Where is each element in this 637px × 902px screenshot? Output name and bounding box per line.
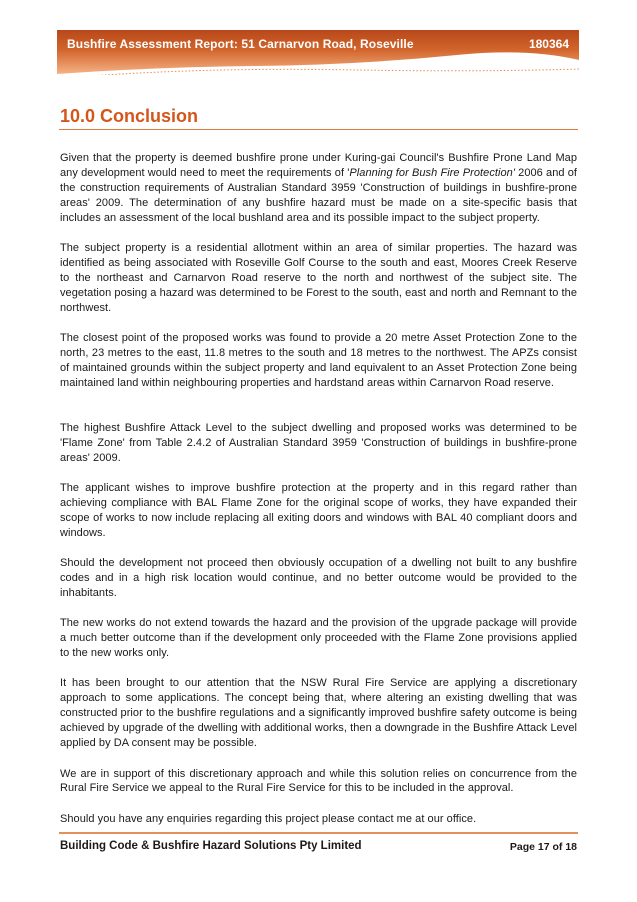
- publication-title: Planning for Bush Fire Protection': [349, 166, 515, 179]
- footer-rule: [59, 832, 578, 834]
- footer-company-name: Building Code & Bushfire Hazard Solutions Pty Limited: [60, 840, 362, 852]
- heading-underline: [59, 129, 578, 130]
- page-number: Page 17 of 18: [509, 841, 577, 853]
- report-number: 180364: [528, 37, 569, 51]
- paragraph-apz: The closest point of the proposed works was found to provide a 20 metre Asset Protection Zone to the north, 23 metres to the east, 11.8 metres to the south and 18 metres to the northwest. The APZs consist of maintained grounds within the subject property and land equivalent to an Asset Protection Zone being maintained land within neighbouring properties and hardstand areas within Carnarvon Road reserve.: [60, 332, 577, 389]
- conclusion-body: [60, 151, 577, 827]
- paragraph-not-proceed: Should the development not proceed then obviously occupation of a dwelling not built to any bushfire codes and in a high risk location would continue, and no better outcome would be provided to the inhabitants.: [60, 557, 577, 599]
- paragraph-applicant: The applicant wishes to improve bushfire protection at the property and in this regard rather than achieving compliance with BAL Flame Zone for the original scope of works, they have expanded their scope of works to now include replacing all exiting doors and windows with BAL 40 compliant doors and windows.: [60, 481, 577, 539]
- paragraph-bal: The highest Bushfire Attack Level to the subject dwelling and proposed works was determined to be 'Flame Zone' from Table 2.4.2 of Australian Standard 3959 'Construction of buildings in bushfire-prone areas' 2009.: [60, 421, 577, 464]
- report-title: Bushfire Assessment Report: 51 Carnarvon Road, Roseville: [67, 37, 414, 51]
- paragraph-support: We are in support of this discretionary approach and while this solution relies on concurrence from the Rural Fire Service we appeal to the Rural Fire Service for this to be included in the approval.: [60, 767, 577, 795]
- paragraph-bushfire-prone: Given that the property is deemed bushfire prone under Kuring-gai Council's Bushfire Prone Land Map any development would need to meet the requirements of 'Planning for Bush Fire Protection' 2006 and of the construction requirements of Australian Standard 3959 'Construction of buildings in bushfire-prone areas' 2009. The determination of any bushfire hazard must be made on a site-specific basis that includes an assessment of the local bushland area and its possible impact to the subject property.: [60, 152, 577, 224]
- header-dotted-curve: [77, 69, 579, 75]
- header-banner: [57, 30, 579, 75]
- paragraph-enquiries: Should you have any enquiries regarding this project please contact me at our office.: [60, 812, 477, 825]
- paragraph-new-works: The new works do not extend towards the hazard and the provision of the upgrade package will provide a much better outcome than if the development only proceeded with the Flame Zone provisions applied to the new works only.: [60, 617, 577, 660]
- section-heading: 10.0 Conclusion: [60, 106, 199, 126]
- paragraph-discretionary: It has been brought to our attention that the NSW Rural Fire Service are applying a discretionary approach to some applications. The concept being that, where altering an existing dwelling that was constructed prior to the bushfire regulations and a significantly improved bushfire safety outcome is being achieved by upgrade of the dwelling with additional works, then a downgrade in the Bushfire Attack Level applied by DA consent may be possible.: [60, 677, 577, 750]
- paragraph-hazard: The subject property is a residential allotment within an area of similar properties. The hazard was identified as being associated with Roseville Golf Course to the south and east, Moores Creek Reserve to the northeast and Carnarvon Road reserve to the north and northwest of the subject site. The vegetation posing a hazard was determined to be Forest to the south, east and north and Remnant to the northwest.: [60, 242, 577, 314]
